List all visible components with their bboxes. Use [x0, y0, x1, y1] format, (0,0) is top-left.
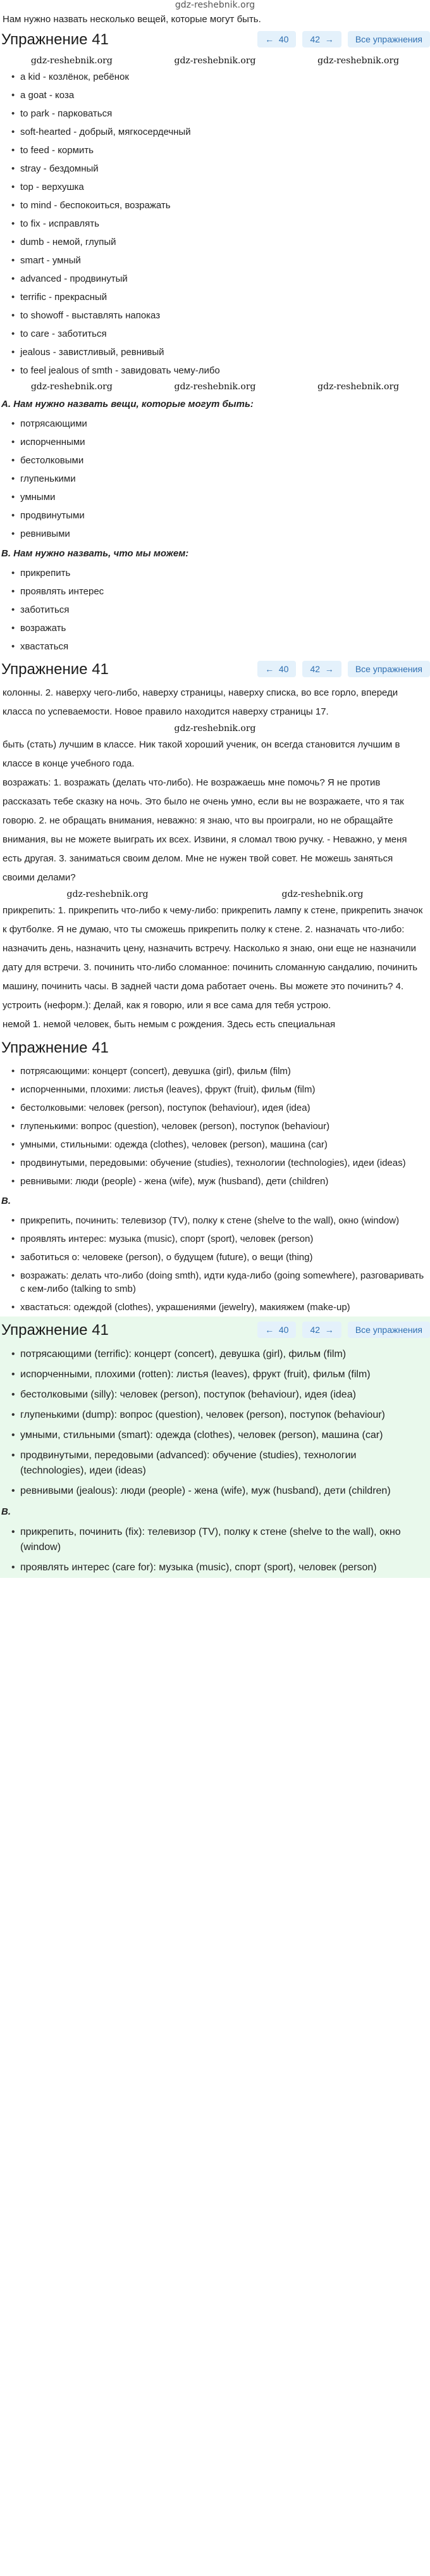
list-item: • ревнивыми (jealous): люди (people) - жена (wife), муж (husband), дети (children) — [11, 1481, 425, 1501]
watermark-row — [0, 722, 430, 735]
arrow-left-icon: ← — [265, 664, 279, 674]
exercise-title: Упражнение 41 — [1, 1322, 109, 1339]
watermark: gdz-reshebnik.org — [174, 56, 256, 66]
exercise-title: Упражнение 41 — [1, 1039, 109, 1056]
list-item: • проявлять интерес (care for): музыка (music), спорт (sport), человек (person) — [11, 1558, 425, 1578]
answers-a-list — [0, 1062, 430, 1191]
list-item: • бестолковыми: человек (person), поступок (behaviour), идея (idea) — [11, 1099, 425, 1117]
list-item: • продвинутыми — [11, 506, 425, 525]
list-item: • to feel jealous of smth - завидовать чему-либо — [11, 361, 425, 380]
list-item: • испорченными, плохими (rotten): листья (leaves), фрукт (fruit), фильм (film) — [11, 1365, 425, 1385]
list-item: • jealous - завистливый, ревнивый — [11, 343, 425, 361]
exercise-section-2 — [0, 656, 430, 1034]
list-item: • прикрепить, починить (fix): телевизор (TV), полку к стене (shelve to the wall), окно (window) — [11, 1522, 425, 1558]
list-item: • глупенькими — [11, 470, 425, 488]
list-item: • прикрепить — [11, 564, 425, 582]
list-item: • продвинутыми, передовыми: обучение (studies), технологии (technologies), идеи (ideas) — [11, 1154, 425, 1172]
watermark: gdz-reshebnik.org — [174, 382, 256, 392]
exercise-section-3 — [0, 1316, 430, 1578]
list-item: • бестолковыми — [11, 451, 425, 470]
list-item: • глупенькими (dump): вопрос (question), человек (person), поступок (behaviour) — [11, 1405, 425, 1425]
site-logo-text[interactable]: gdz-reshebnik.org — [175, 0, 255, 10]
watermark-row — [0, 54, 430, 68]
exercise-section-2b — [0, 1034, 430, 1316]
answers-b-heading: B. — [1, 1506, 11, 1517]
list-item: • to mind - беспокоиться, возражать — [11, 196, 425, 215]
list-item: • soft-hearted - добрый, мягкосердечный — [11, 123, 425, 141]
list-item: • stray - бездомный — [11, 159, 425, 178]
list-item: • бестолковыми (silly): человек (person), поступок (behaviour), идея (idea) — [11, 1385, 425, 1405]
list-item: • хвастаться: одеждой (clothes), украшениями (jewelry), макияжем (make-up) — [11, 1298, 425, 1316]
arrow-left-icon: ← — [265, 1325, 279, 1335]
paragraph: колонны. 2. наверху чего-либо, наверху страницы, наверху списка, во все горло, впереди класса по успеваемости. Новое правило находится наверху страницы 17. — [3, 687, 398, 717]
all-exercises-button[interactable]: Все упражнения — [348, 31, 430, 47]
watermark: gdz-reshebnik.org — [30, 382, 113, 392]
list-item: • потрясающими (terrific): концерт (concert), девушка (girl), фильм (film) — [11, 1344, 425, 1365]
list-item: • заботиться о: человеке (person), о будущем (future), о вещи (thing) — [11, 1248, 425, 1266]
list-item: • испорченными, плохими: листья (leaves), фрукт (fruit), фильм (film) — [11, 1080, 425, 1099]
list-item: • advanced - продвинутый — [11, 270, 425, 288]
list-item: • проявлять интерес — [11, 582, 425, 601]
arrow-right-icon: → — [320, 1325, 334, 1335]
watermark-row — [0, 887, 430, 901]
answers-a-list — [0, 1344, 430, 1501]
vocabulary-list — [0, 68, 430, 380]
subtask-b-heading: B. Нам нужно назвать, что мы можем: — [1, 548, 189, 559]
paragraph: немой 1. немой человек, быть немым с рождения. Здесь есть специальная — [3, 1019, 336, 1030]
paragraph: быть (стать) лучшим в классе. Ник такой хороший ученик, он всегда становится лучшим в классе в конце учебного года. — [3, 739, 400, 769]
list-item: • испорченными — [11, 433, 425, 451]
list-item: • to showoff - выставлять напоказ — [11, 306, 425, 325]
list-item: • dumb - немой, глупый — [11, 233, 425, 251]
list-item: • ревнивыми: люди (people) - жена (wife), муж (husband), дети (children) — [11, 1172, 425, 1191]
list-item: • a goat - коза — [11, 86, 425, 104]
exercise-nav — [257, 1322, 430, 1338]
watermark: gdz-reshebnik.org — [174, 723, 256, 734]
list-item: • умными — [11, 488, 425, 506]
subtask-a-heading: A. Нам нужно назвать вещи, которые могут быть: — [1, 399, 254, 410]
watermark: gdz-reshebnik.org — [281, 889, 364, 899]
arrow-right-icon: → — [320, 664, 334, 674]
exercise-title: Упражнение 41 — [1, 31, 109, 48]
next-exercise-button[interactable]: 42 → — [302, 31, 341, 47]
arrow-left-icon: ← — [265, 34, 279, 44]
all-exercises-button[interactable]: Все упражнения — [348, 661, 430, 677]
subtask-b-list — [0, 564, 430, 656]
list-item: • заботиться — [11, 601, 425, 619]
exercise-section-1 — [0, 26, 430, 656]
list-item: • проявлять интерес: музыка (music), спорт (sport), человек (person) — [11, 1230, 425, 1248]
answers-b-heading: B. — [1, 1196, 11, 1206]
watermark: gdz-reshebnik.org — [66, 889, 149, 899]
list-item: • возражать: делать что-либо (doing smth), идти куда-либо (going somewhere), разговаривать с кем-либо (talking to smb) — [11, 1266, 425, 1298]
watermark-row — [0, 380, 430, 394]
subtask-a-list — [0, 415, 430, 543]
exercise-header — [0, 1034, 430, 1062]
prev-exercise-button[interactable]: ← 40 — [257, 1322, 296, 1338]
list-item: • ревнивыми — [11, 525, 425, 543]
exercise-nav — [257, 661, 430, 677]
answers-b-list — [0, 1211, 430, 1316]
prev-exercise-button[interactable]: ← 40 — [257, 661, 296, 677]
intro-text: Нам нужно назвать несколько вещей, которые могут быть. — [3, 14, 261, 25]
answers-b-list — [0, 1522, 430, 1578]
list-item: • top - верхушка — [11, 178, 425, 196]
next-exercise-button[interactable]: 42 → — [302, 661, 341, 677]
list-item: • to park - парковаться — [11, 104, 425, 123]
exercise-header — [0, 26, 430, 54]
paragraph: возражать: 1. возражать (делать что-либо). Не возражаешь мне помочь? Я не против рассказать тебе сказку на ночь. Это было не очень умно, если вы не возражаете, что я так говорю. 2. не обращать внимания, неважно: я знаю, что вы проиграли, но не обращайте внимания, вы не можете выиграть их всех. Извини, я сломал твою ручку. - Неважно, у меня есть другая. 3. заниматься своим делом. Мне не нужен твой совет. Не можешь заняться своими делами? — [3, 777, 407, 883]
list-item: • потрясающими: концерт (concert), девушка (girl), фильм (film) — [11, 1062, 425, 1080]
paragraph: прикрепить: 1. прикрепить что-либо к чему-либо: прикрепить лампу к стене, прикрепить значок к футболке. Я не думаю, что ты сможешь прикрепить полку к стене. 2. назначать что-либо: назначить день, назначить цену, назначить встречу. Насколько я знаю, они еще не назначили дату для встречи. 3. починить что-либо сломанное: починить сломанную сандалию, починить машину, починить часы. В задней части дома работает очень. Вы можете это починить? 4. устроить (неформ.): Делай, как я говорю, или я все сама для тебя устрою. — [3, 905, 423, 1011]
list-item: • прикрепить, починить: телевизор (TV), полку к стене (shelve to the wall), окно (window) — [11, 1211, 425, 1230]
list-item: • хвастаться — [11, 637, 425, 656]
prev-exercise-button[interactable]: ← 40 — [257, 31, 296, 47]
list-item: • продвинутыми, передовыми (advanced): обучение (studies), технологии (technologies), идеи (ideas) — [11, 1446, 425, 1481]
list-item: • глупенькими: вопрос (question), человек (person), поступок (behaviour) — [11, 1117, 425, 1135]
list-item: • умными, стильными (smart): одежда (clothes), человек (person), машина (car) — [11, 1425, 425, 1446]
list-item: • потрясающими — [11, 415, 425, 433]
watermark: gdz-reshebnik.org — [317, 56, 400, 66]
list-item: • smart - умный — [11, 251, 425, 270]
arrow-right-icon: → — [320, 34, 334, 44]
list-item: • to care - заботиться — [11, 325, 425, 343]
watermark: gdz-reshebnik.org — [317, 382, 400, 392]
all-exercises-button[interactable]: Все упражнения — [348, 1322, 430, 1338]
exercise-header — [0, 1316, 430, 1344]
exercise-nav — [257, 31, 430, 47]
exercise-title: Упражнение 41 — [1, 661, 109, 678]
list-item: • умными, стильными: одежда (clothes), человек (person), машина (car) — [11, 1135, 425, 1154]
list-item: • возражать — [11, 619, 425, 637]
exercise-header — [0, 656, 430, 684]
list-item: • terrific - прекрасный — [11, 288, 425, 306]
watermark: gdz-reshebnik.org — [30, 56, 113, 66]
list-item: • to feed - кормить — [11, 141, 425, 159]
list-item: • to fix - исправлять — [11, 215, 425, 233]
list-item: • a kid - козлёнок, ребёнок — [11, 68, 425, 86]
next-exercise-button[interactable]: 42 → — [302, 1322, 341, 1338]
